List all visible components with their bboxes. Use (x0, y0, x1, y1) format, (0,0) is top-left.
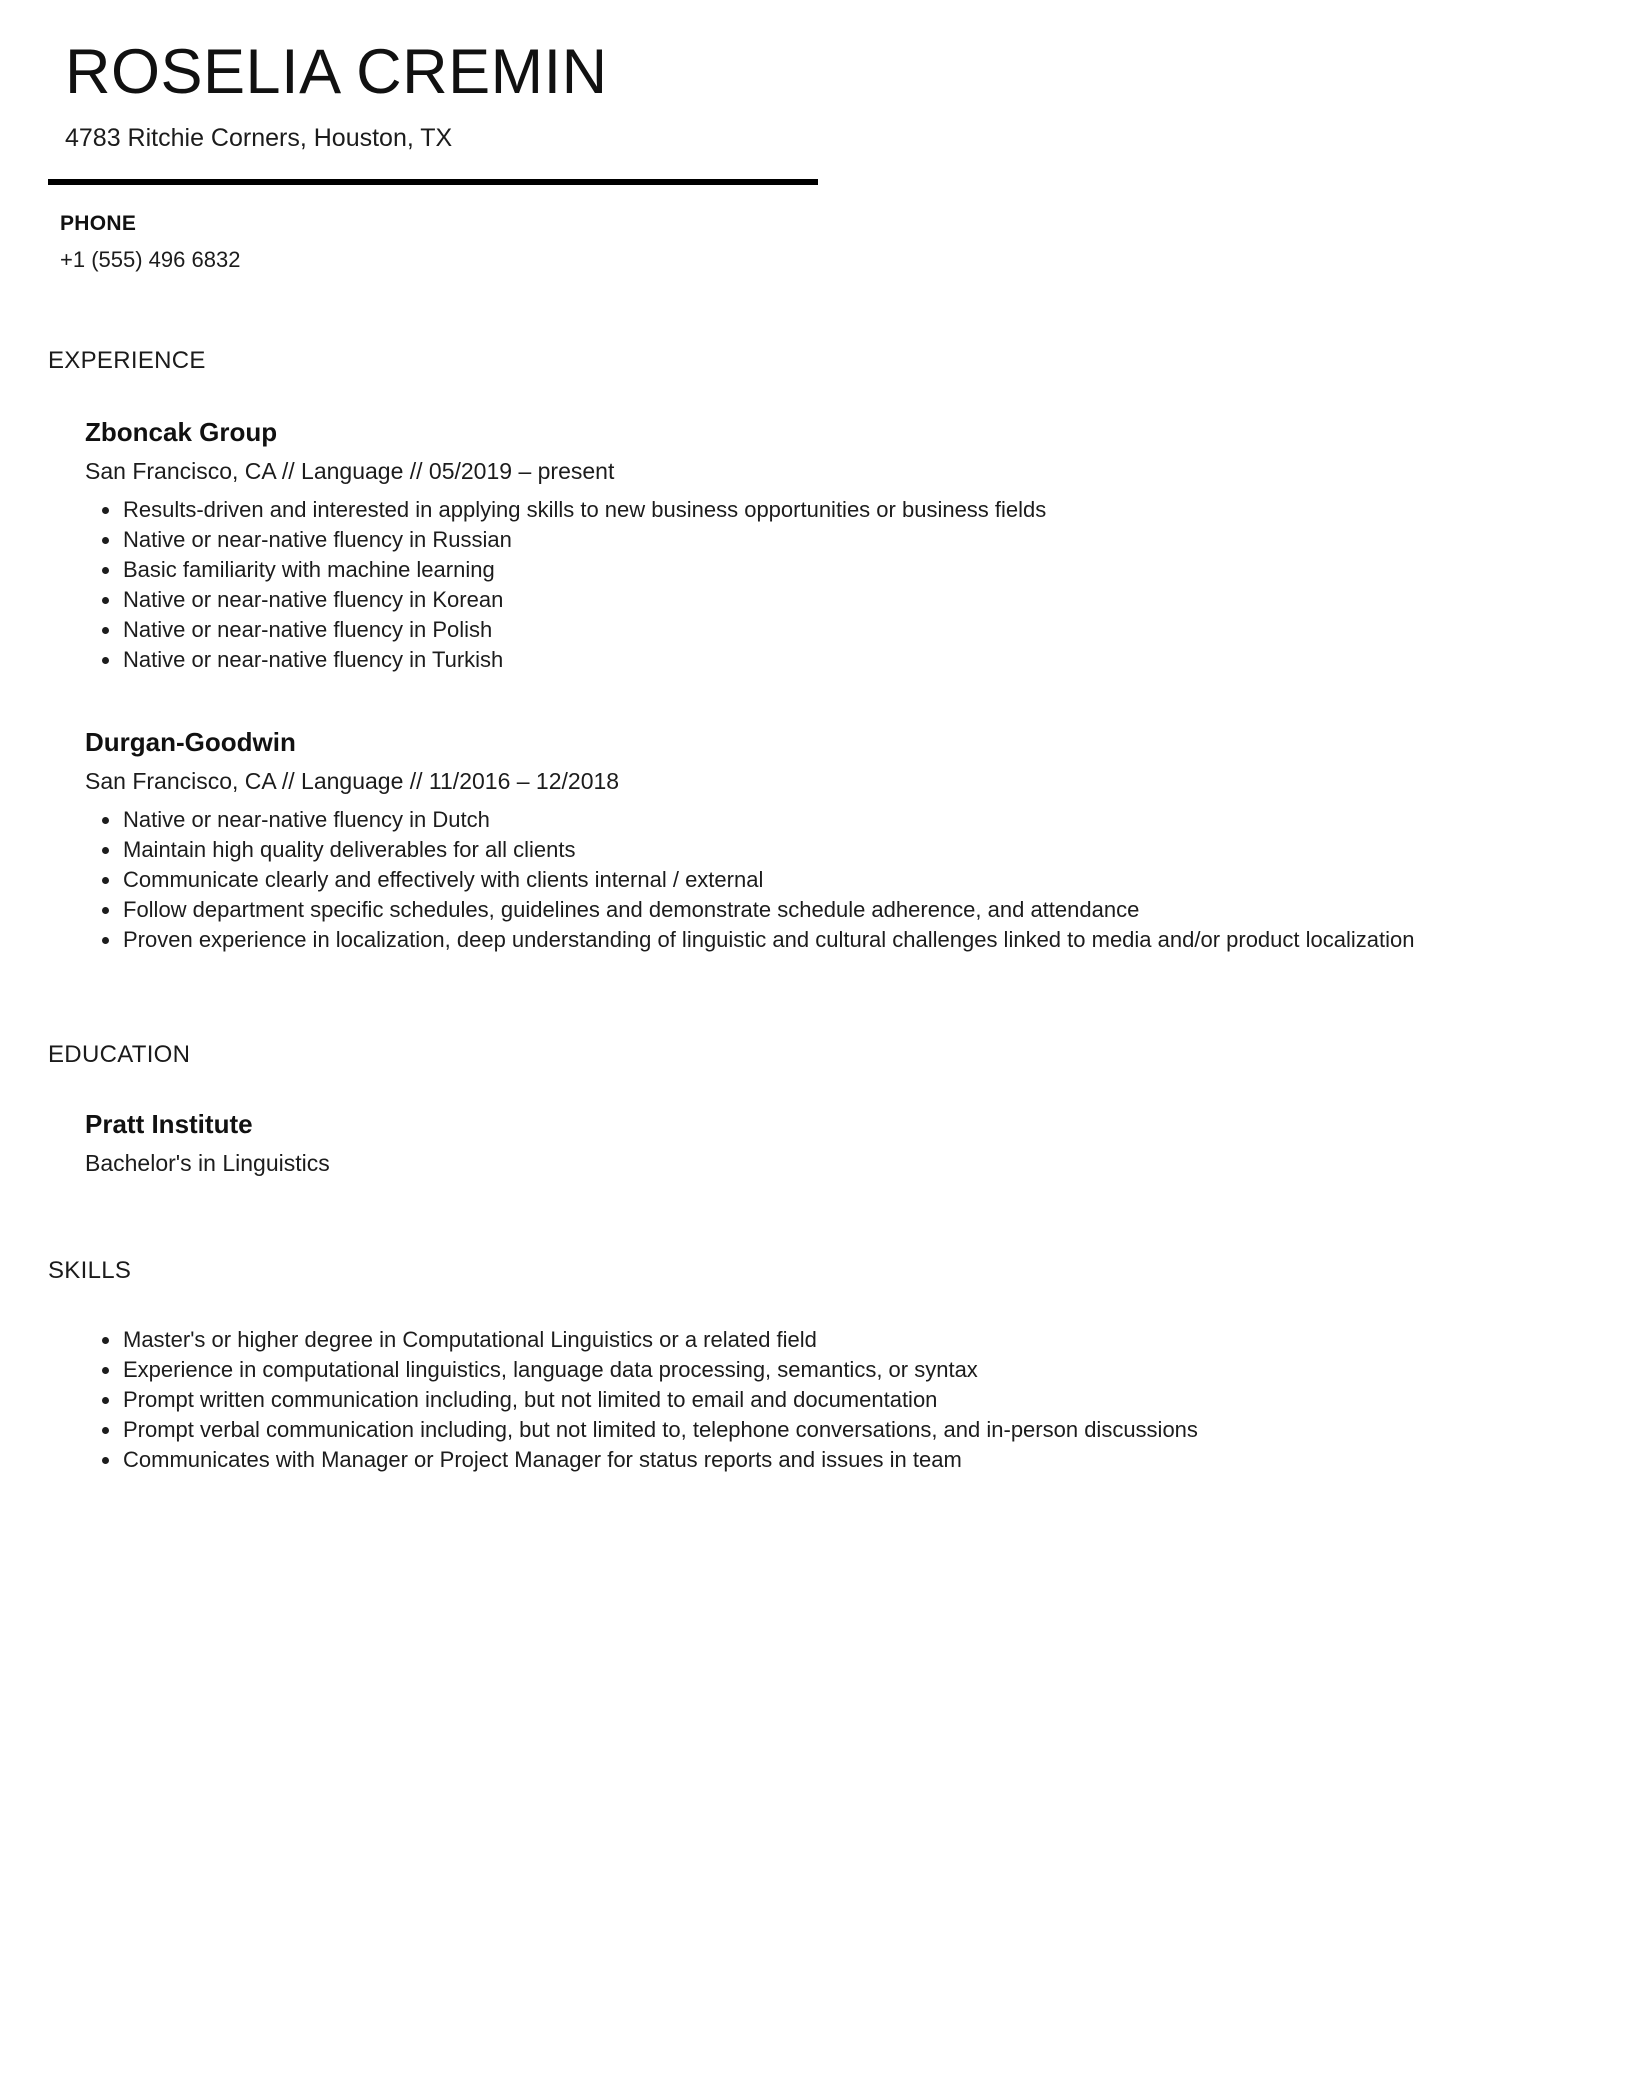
header-divider (48, 179, 818, 185)
bullet-item: • Follow department specific schedules, guidelines and demonstrate schedule adherence, and attendance (122, 895, 1482, 925)
phone-value: +1 (555) 496 6832 (60, 247, 241, 272)
bullet-item: • Maintain high quality deliverables for all clients (122, 835, 1482, 865)
job-meta: San Francisco, CA // Language // 11/2016 – 12/2018 (85, 768, 620, 794)
school-entry (48, 1109, 1576, 1177)
bullet-item: • Native or near-native fluency in Polish (122, 615, 1482, 645)
skills-bullet-list (48, 1325, 1576, 1475)
candidate-name: ROSELIA CREMIN (65, 37, 608, 107)
bullet-item: • Native or near-native fluency in Russian (122, 525, 1482, 555)
job-meta: San Francisco, CA // Language // 05/2019 – present (85, 458, 615, 484)
bullet-item: • Basic familiarity with machine learning (122, 555, 1482, 585)
company-name: Durgan-Goodwin (85, 727, 296, 757)
bullet-item: • Native or near-native fluency in Dutch (122, 805, 1482, 835)
job-entry (48, 727, 1576, 955)
education-section-title: EDUCATION (48, 1041, 191, 1068)
bullet-item: • Communicate clearly and effectively with clients internal / external (122, 865, 1482, 895)
bullet-item: • Proven experience in localization, deep understanding of linguistic and cultural challenges linked to media and/or product localization (122, 925, 1482, 955)
bullet-item: • Native or near-native fluency in Korean (122, 585, 1482, 615)
job-entry (48, 417, 1576, 675)
experience-section-title: EXPERIENCE (48, 347, 206, 374)
job-bullet-list (85, 495, 1576, 675)
bullet-item: • Native or near-native fluency in Turkish (122, 645, 1482, 675)
bullet-item: • Results-driven and interested in applying skills to new business opportunities or business fields (122, 495, 1482, 525)
school-name: Pratt Institute (85, 1109, 253, 1139)
bullet-item: • Communicates with Manager or Project Manager for status reports and issues in team (122, 1445, 1482, 1475)
education-section (48, 1041, 1576, 1177)
bullet-item: • Experience in computational linguistics, language data processing, semantics, or syntax (122, 1355, 1482, 1385)
bullet-item: • Master's or higher degree in Computational Linguistics or a related field (122, 1325, 1482, 1355)
candidate-address: 4783 Ritchie Corners, Houston, TX (65, 124, 453, 152)
bullet-item: • Prompt written communication including, but not limited to email and documentation (122, 1385, 1482, 1415)
skills-section-title: SKILLS (48, 1257, 132, 1284)
company-name: Zboncak Group (85, 417, 278, 447)
resume-header (48, 36, 1576, 153)
contact-section (48, 212, 1576, 273)
bullet-item: • Prompt verbal communication including, but not limited to, telephone conversations, and in-person discussions (122, 1415, 1482, 1445)
skills-section (48, 1257, 1576, 1475)
phone-label: PHONE (60, 212, 137, 235)
degree: Bachelor's in Linguistics (85, 1150, 330, 1176)
experience-section (48, 347, 1576, 955)
job-bullet-list (85, 805, 1576, 955)
